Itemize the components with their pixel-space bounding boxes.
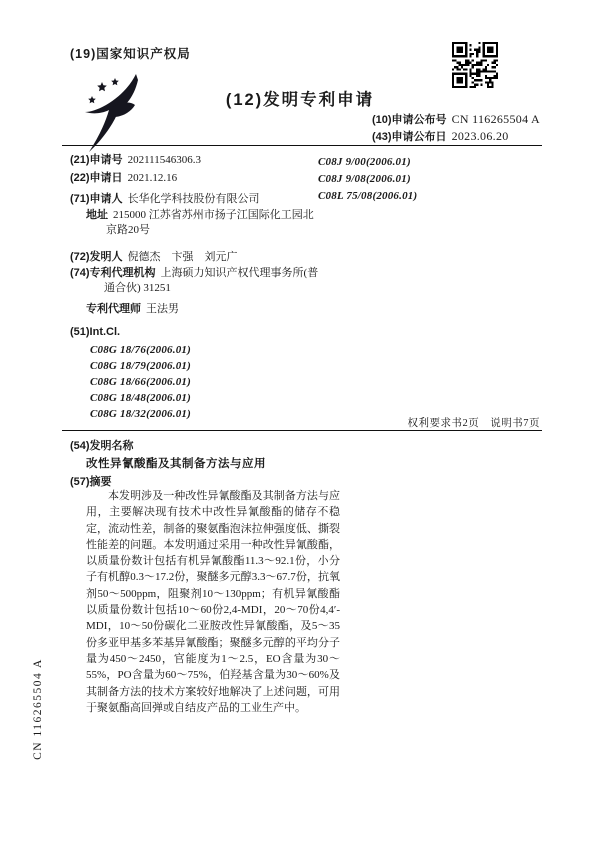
agent-row xyxy=(86,302,320,317)
agency-value: 上海硕力知识产权代理事务所(普通合伙) 31251 xyxy=(104,267,319,294)
inventors-row xyxy=(70,250,320,265)
publication-number-row xyxy=(372,111,540,128)
agent-label: 专利代理师 xyxy=(86,303,141,315)
publication-date-label: (43)申请公布日 xyxy=(372,131,447,143)
header-divider xyxy=(62,145,542,146)
applicant-row xyxy=(70,192,320,207)
publication-date-value: 2023.06.20 xyxy=(451,129,509,143)
bibliographic-right-column xyxy=(318,154,544,205)
invention-title: 改性异氰酸酯及其制备方法与应用 xyxy=(86,458,266,470)
application-date-value: 2021.12.16 xyxy=(127,172,178,184)
inventors-value: 倪德杰 卞强 刘元广 xyxy=(127,251,238,263)
intcl-code: C08G 18/76(2006.01) xyxy=(90,344,191,356)
intcl-code: C08G 18/48(2006.01) xyxy=(90,392,191,404)
bibliographic-left-column xyxy=(70,153,320,422)
intcl-code: C08G 18/32(2006.01) xyxy=(90,408,191,420)
cnipa-logo xyxy=(82,72,142,154)
address-row xyxy=(86,208,320,238)
publication-info xyxy=(372,111,540,145)
intcl-code: C08G 18/79(2006.01) xyxy=(90,360,191,372)
abstract-label: (57)摘要 xyxy=(70,476,112,488)
qr-code xyxy=(452,42,498,88)
pages-note: 权利要求书2页 说明书7页 xyxy=(407,418,540,429)
intcl-code: C08L 75/08(2006.01) xyxy=(318,190,418,202)
agency-label: (74)专利代理机构 xyxy=(70,267,156,279)
agent-value: 王法男 xyxy=(146,303,179,315)
cnipa-logo-graphic xyxy=(82,72,142,154)
intcl-code: C08J 9/00(2006.01) xyxy=(318,156,411,168)
agency-row xyxy=(70,266,320,296)
address-label: 地址 xyxy=(86,209,108,221)
application-date-row xyxy=(70,171,320,186)
intcl-code: C08G 18/66(2006.01) xyxy=(90,376,191,388)
publication-number-label: (10)申请公布号 xyxy=(372,114,447,126)
publication-number-value: CN 116265504 A xyxy=(451,112,540,126)
intcl-code: C08J 9/08(2006.01) xyxy=(318,173,411,185)
intcl-left-list xyxy=(70,342,320,422)
application-date-label: (22)申请日 xyxy=(70,172,123,184)
address-value: 215000 江苏省苏州市扬子江国际化工园北京路20号 xyxy=(106,209,314,236)
abstract-text: 本发明涉及一种改性异氰酸酯及其制备方法与应用，主要解决现有技术中改性异氰酸酯的储存不稳定，流动性差，制备的聚氨酯泡沫拉伸强度低、撕裂性能差的问题。本发明通过采用一种改性异氰酸酯，以质量份数计包括有机异氰酸酯11.3～92.1份，小分子有机醇0.3～17.2份，聚醚多元醇3.3～67.7份，抗氧剂50～500ppm，阻聚剂10～130ppm；有机异氰酸酯以质量份数计包括10～60份2,4-MDI，20～70份4,4′-MDI，10～50份碳化二亚胺改性异氰酸酯，及5～35份多亚甲基多苯基异氰酸酯；聚醚多元醇的平均分子量为450～2450，官能度为1～2.5，EO含量为30～55%，PO含量为60～75%，伯羟基含量为30～60%及其制备方法的技术方案较好地解决了上述问题，可用于聚氨酯高回弹或自结皮产品的工业生产中。 xyxy=(86,490,340,714)
application-number-label: (21)申请号 xyxy=(70,154,123,166)
edge-publication-number: CN 116265504 A xyxy=(32,658,44,760)
inventors-label: (72)发明人 xyxy=(70,251,123,263)
applicant-value: 长华化学科技股份有限公司 xyxy=(127,193,260,205)
document-type-title: (12)发明专利申请 xyxy=(225,91,375,109)
invention-title-label: (54)发明名称 xyxy=(70,440,134,452)
patent-office-name: (19)国家知识产权局 xyxy=(70,47,191,61)
intcl-label: (51)Int.Cl. xyxy=(70,326,121,338)
application-number-row xyxy=(70,153,320,168)
application-number-value: 202111546306.3 xyxy=(127,154,201,166)
publication-date-row xyxy=(372,128,540,145)
section-divider xyxy=(62,430,542,431)
applicant-label: (71)申请人 xyxy=(70,193,123,205)
intcl-header-row xyxy=(70,325,320,340)
